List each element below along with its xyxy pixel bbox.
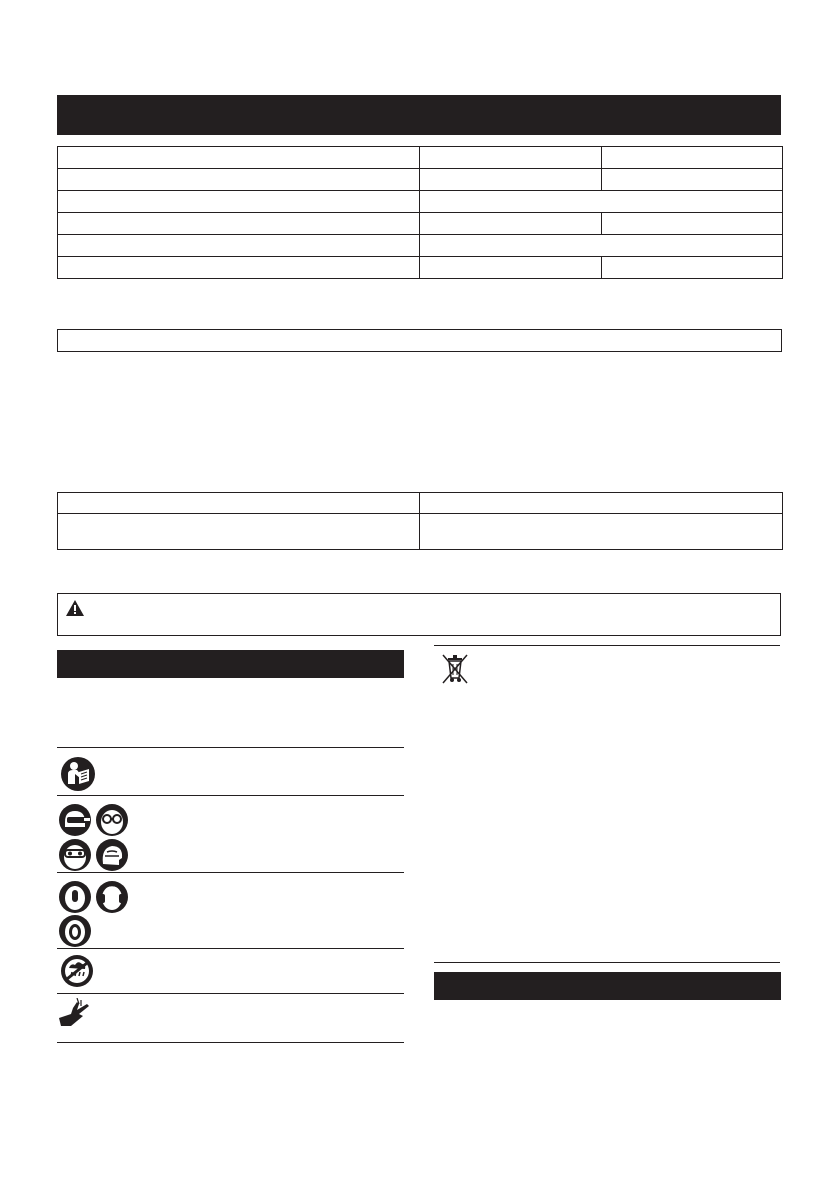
table-row	[58, 169, 783, 191]
ear-protection-icon	[58, 880, 92, 914]
symbols-section-header	[57, 650, 404, 678]
table-row	[58, 514, 783, 550]
eye-protection-icon	[95, 803, 129, 837]
table-row	[58, 235, 783, 257]
table-row	[58, 147, 783, 169]
eye-protection-icon	[95, 838, 129, 872]
ear-protection-icon	[58, 914, 92, 948]
specification-table	[57, 146, 783, 279]
right-section-header	[434, 972, 781, 1000]
warning-triangle-icon	[65, 599, 85, 617]
divider	[57, 747, 404, 748]
eye-protection-icon	[58, 838, 92, 872]
read-manual-icon	[60, 756, 96, 792]
crossed-out-bin-icon	[437, 651, 473, 687]
divider	[57, 1042, 404, 1043]
no-rain-icon	[60, 954, 94, 988]
divider	[434, 645, 780, 646]
ear-protection-icon	[95, 880, 129, 914]
divider	[434, 962, 780, 963]
divider	[57, 795, 404, 796]
divider	[57, 872, 404, 873]
divider	[57, 948, 404, 949]
table-row	[58, 493, 783, 514]
data-table	[57, 492, 783, 550]
note-box	[57, 329, 782, 352]
divider	[57, 993, 404, 994]
section-header-band	[57, 95, 781, 135]
table-row	[58, 213, 783, 235]
table-row	[58, 191, 783, 213]
vibration-hand-icon	[57, 998, 97, 1032]
table-row	[58, 257, 783, 279]
eye-protection-icon	[58, 803, 92, 837]
warning-box	[57, 593, 781, 636]
